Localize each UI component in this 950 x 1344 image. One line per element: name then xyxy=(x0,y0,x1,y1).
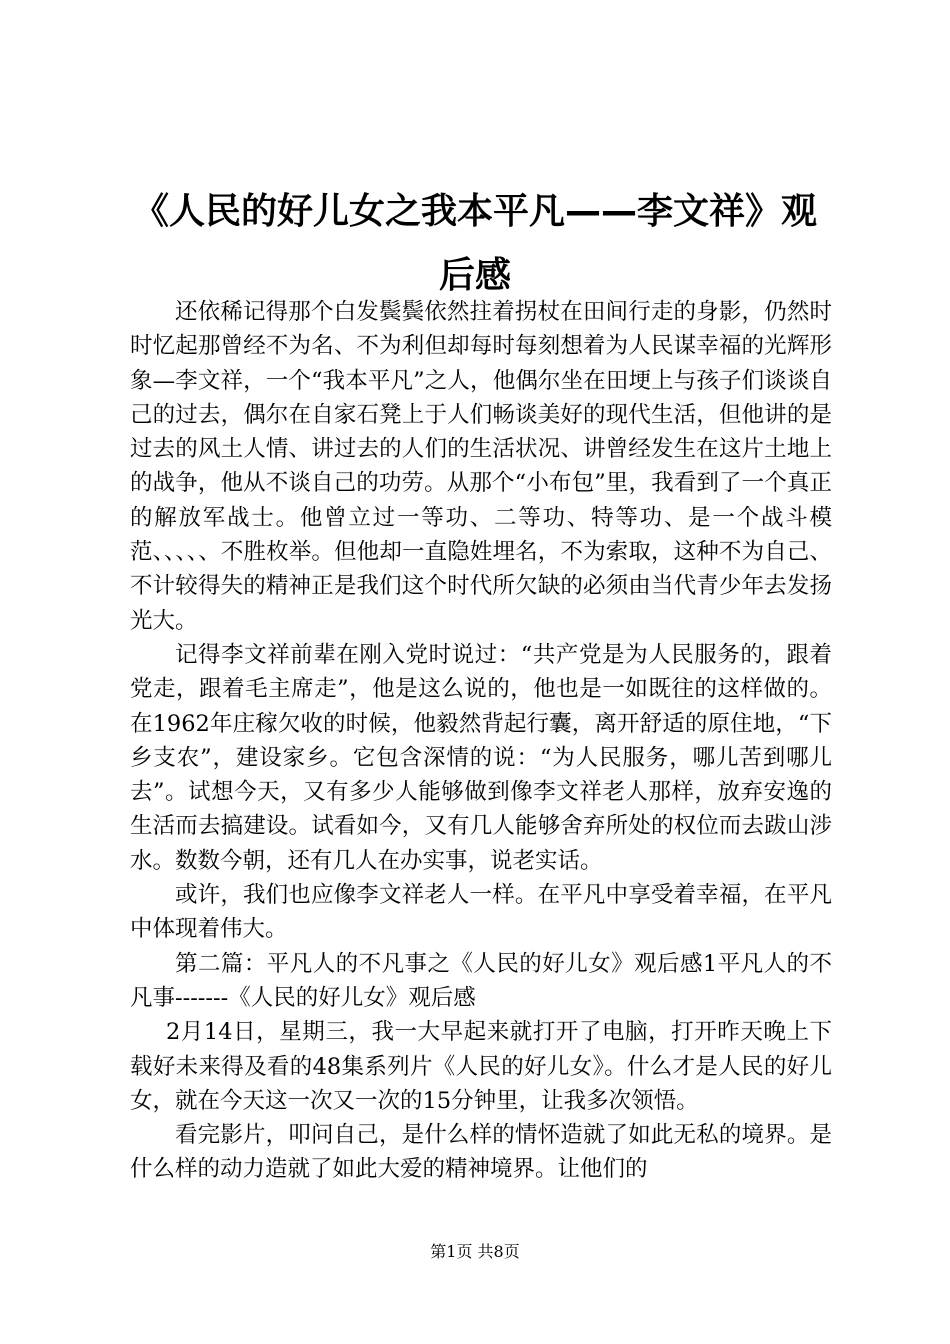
paragraph-2: 记得李文祥前辈在刚入党时说过：“共产党是为人民服务的，跟着党走，跟着毛主席走”，他是这么说的，他也是一如既往的这样做的。在1962年庄稼欠收的时候，他毅然背起行囊，离开舒适的原住地，“下乡支农”，建设家乡。它包含深情的说：“为人民服务，哪儿苦到哪儿去”。试想今天，又有多少人能够做到像李文祥老人那样，放弃安逸的生活而去搞建设。试看如今，又有几人能够舍弃所处的权位而去跋山涉水。数数今朝，还有几人在办实事，说老实话。 xyxy=(130,641,832,874)
paragraph-1: 还依稀记得那个白发鬓鬓依然拄着拐杖在田间行走的身影，仍然时时忆起那曾经不为名、不为利但却每时每刻想着为人民谋幸福的光辉形象—李文祥，一个“我本平凡”之人，他偶尔坐在田埂上与孩子们谈谈自己的过去，偶尔在自家石凳上于人们畅谈美好的现代生活，但他讲的是过去的风土人情、讲过去的人们的生活状况、讲曾经发生在这片土地上的战争，他从不谈自己的功劳。从那个“小布包”里，我看到了一个真正的解放军战士。他曾立过一等功、二等功、特等功、是一个战斗模范、、、、、不胜枚举。但他却一直隐姓埋名，不为索取，这种不为自己、不计较得失的精神正是我们这个时代所欠缺的必须由当代青少年去发扬光大。 xyxy=(130,299,832,634)
paragraph-3: 或许，我们也应像李文祥老人一样。在平凡中享受着幸福，在平凡中体现着伟大。 xyxy=(130,882,832,943)
paragraph-6: 看完影片，叩问自己，是什么样的情怀造就了如此无私的境界。是什么样的动力造就了如此大爱的精神境界。让他们的 xyxy=(130,1122,832,1183)
paragraph-4: 第二篇：平凡人的不凡事之《人民的好儿女》观后感1平凡人的不凡事-------《人民的好儿女》观后感 xyxy=(130,950,832,1011)
document-title: 《人民的好儿女之我本平凡——李文祥》观后感 xyxy=(132,191,817,296)
page-number: 第1页 共8页 xyxy=(430,1242,520,1261)
paragraph-5: 2月14日，星期三，我一大早起来就打开了电脑，打开昨天晚上下载好未来得及看的48集系列片《人民的好儿女》。什么才是人民的好儿女，就在今天这一次又一次的15分钟里，让我多次领悟。 xyxy=(130,1019,832,1114)
document-body xyxy=(130,295,832,1187)
